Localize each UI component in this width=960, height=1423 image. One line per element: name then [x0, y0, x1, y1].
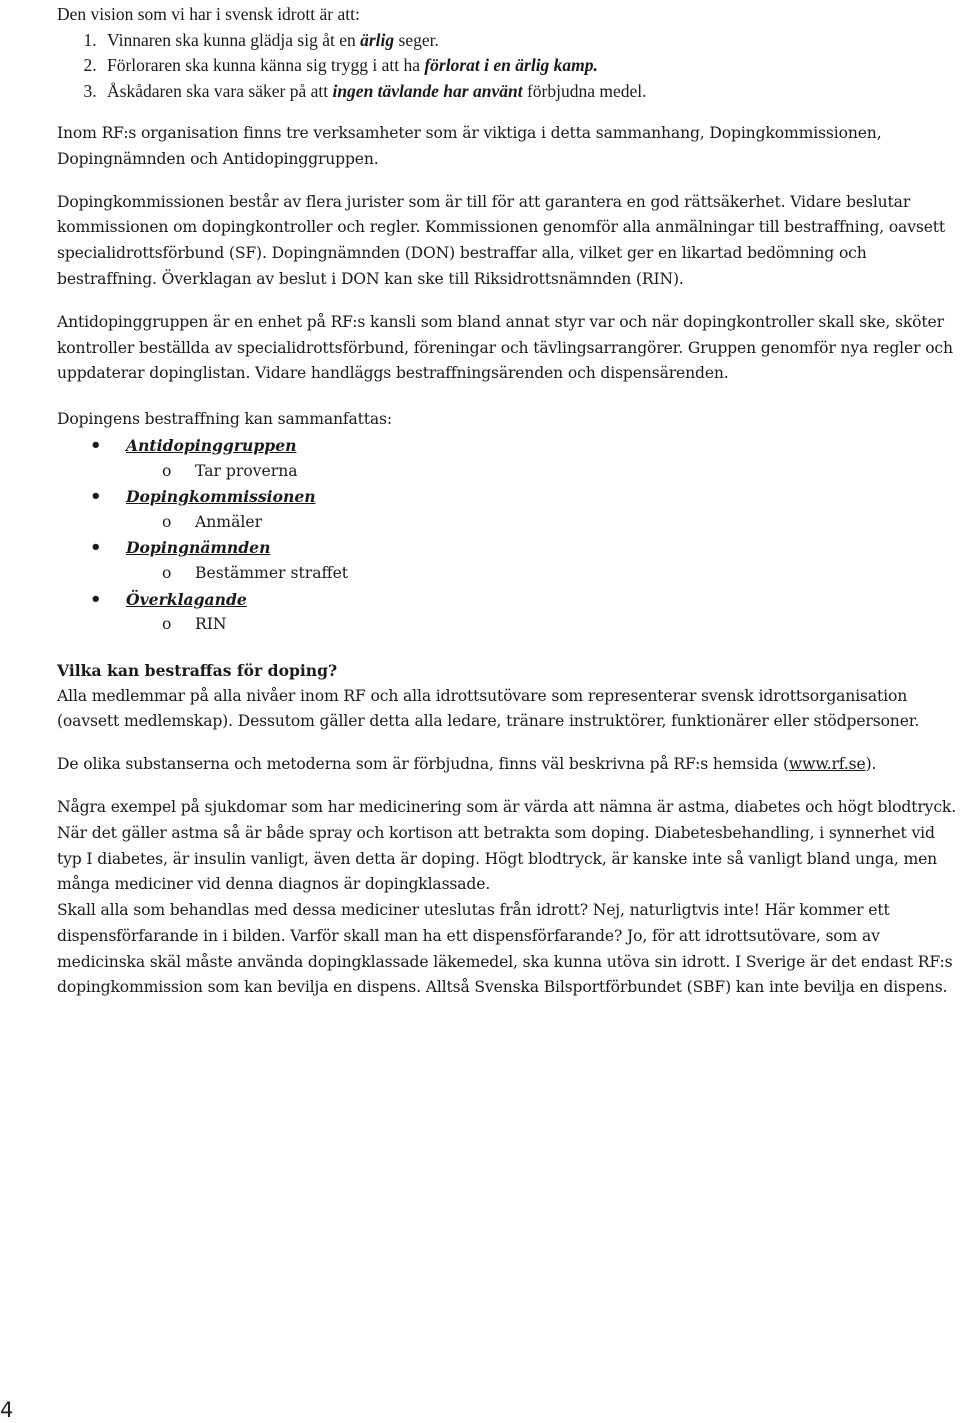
vision-list: [57, 28, 957, 105]
list-item: • Antidopinggruppen: [57, 433, 957, 459]
paragraph-summary-intro: Dopingens bestraffning kan sammanfattas:: [57, 410, 393, 429]
paragraph-diseases: Några exempel på sjukdomar som har medicinering som är värda att nämna är astma, diabetes och högt blodtryck. När det gäller astma så är både spray och kortison att betrakta som doping. Diabetesbehandling, i synnerhet vid typ I diabetes, är insulin vanligt, även detta är doping. Högt blodtryck, är kanske inte så vanligt bland unga, men många mediciner vid denna diagnos är dopingklassade.: [57, 797, 957, 894]
document-page: [57, 0, 957, 1001]
vision-item: 1. Vinnaren ska kunna glädja sig åt en ärlig seger.: [101, 28, 957, 54]
bullet-icon: •: [90, 434, 102, 456]
sub-bullet-icon: o: [162, 512, 172, 531]
vision-item: 3. Åskådaren ska vara säker på att ingen tävlande har använt förbjudna medel.: [101, 79, 957, 105]
sub-list-item: o Tar proverna: [57, 459, 957, 485]
section-heading: Vilka kan bestraffas för doping?: [57, 660, 338, 680]
list-item: • Överklagande: [57, 587, 957, 613]
sub-bullet-icon: o: [162, 563, 172, 582]
summary-list: [57, 433, 957, 638]
rf-website-link[interactable]: www.rf.se: [788, 755, 866, 774]
vision-item: 2. Förloraren ska kunna känna sig trygg i att ha förlorat i en ärlig kamp.: [101, 53, 957, 79]
paragraph-who: Alla medlemmar på alla nivåer inom RF och alla idrottsutövare som representerar svensk idrottsorganisation (oavsett medlemskap). Dessutom gäller detta alla ledare, tränare instruktörer, funktionärer eller stödpersoner.: [57, 686, 920, 731]
sub-list-item: o RIN: [57, 612, 957, 638]
bullet-icon: •: [90, 486, 102, 508]
list-item: • Dopingkommissionen: [57, 484, 957, 510]
sub-bullet-icon: o: [162, 615, 172, 634]
paragraph-organisation: Inom RF:s organisation finns tre verksamheter som är viktiga i detta sammanhang, Dopingkommissionen, Dopingnämnden och Antidopinggruppen.: [57, 124, 882, 168]
sub-list-item: o Bestämmer straffet: [57, 561, 957, 587]
vision-intro: Den vision som vi har i svensk idrott är att:: [57, 4, 360, 24]
sub-bullet-icon: o: [162, 461, 172, 480]
bullet-icon: •: [90, 537, 102, 559]
sub-list-item: o Anmäler: [57, 510, 957, 536]
page-number: 4: [0, 1398, 14, 1422]
paragraph-dopingkommissionen: Dopingkommissionen består av flera jurister som är till för att garantera en god rättsäkerhet. Vidare beslutar kommissionen om dopingkontroller och regler. Kommissionen genomför alla anmälningar till bestraffning, oavsett specialidrottsförbund (SF). Dopingnämnden (DON) bestraffar alla, vilket ger en likartad bedömning och bestraffning. Överklagan av beslut i DON kan ske till Riksidrottsnämnden (RIN).: [57, 192, 946, 288]
vision-block: [57, 2, 957, 104]
paragraph-antidopinggruppen: Antidopinggruppen är en enhet på RF:s kansli som bland annat styr var och när dopingkontroller skall ske, sköter kontroller beställda av specialidrottsförbund, föreningar och tävlingsarrangörer. Gruppen genomför nya regler och uppdaterar dopinglistan. Vidare handläggs bestraffningsärenden och dispensärenden.: [57, 312, 953, 383]
paragraph-dispens: Skall alla som behandlas med dessa mediciner uteslutas från idrott? Nej, naturligtvis inte! Här kommer ett dispensförfarande in i bilden. Varför skall man ha ett dispensförfarande? Jo, för att idrottsutövare, som av medicinska skäl måste använda dopingklassade läkemedel, ska kunna utöva sin idrott. I Sverige är det endast RF:s dopingkommission som kan bevilja en dispens. Alltså Svenska Bilsportförbundet (SBF) kan inte bevilja en dispens.: [57, 901, 953, 997]
list-item: • Dopingnämnden: [57, 535, 957, 561]
paragraph-substances: De olika substanserna och metoderna som är förbjudna, finns väl beskrivna på RF:s hemsida (www.rf.se).: [57, 755, 877, 774]
bullet-icon: •: [90, 588, 102, 610]
